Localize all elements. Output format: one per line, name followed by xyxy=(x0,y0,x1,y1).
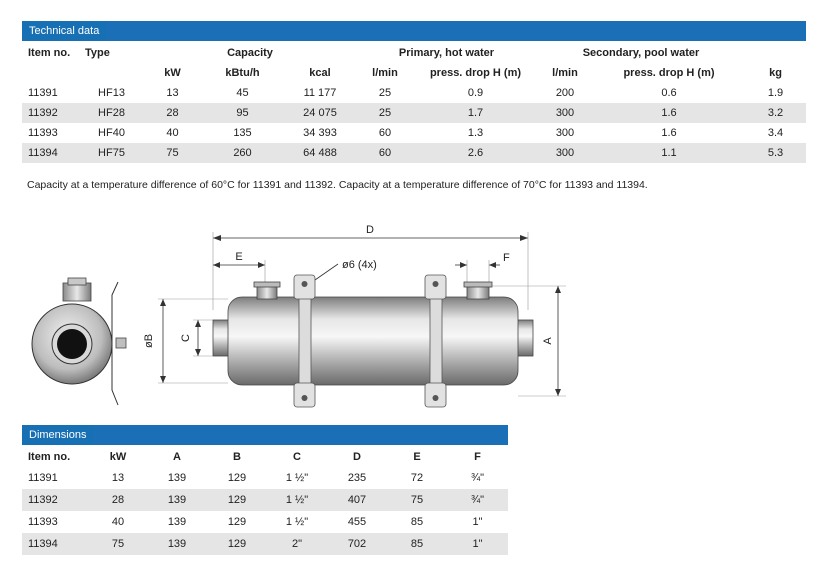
cell: 40 xyxy=(166,127,179,139)
cell: HF40 xyxy=(98,127,125,139)
table-row xyxy=(22,467,508,489)
cell: 129 xyxy=(227,516,247,528)
table-row xyxy=(22,489,508,511)
label-d: D xyxy=(366,224,374,236)
cell: 75 xyxy=(89,533,147,555)
cell: 1" xyxy=(447,533,508,555)
cell: 11391 xyxy=(28,87,58,99)
cell: 1" xyxy=(472,516,483,528)
cell: 75 xyxy=(387,489,447,511)
cell: 2" xyxy=(267,533,327,555)
cell: 25 xyxy=(356,103,414,123)
technical-data-title: Technical data xyxy=(22,21,106,41)
subheader-primary-flow: l/min xyxy=(372,67,398,79)
cell: HF28 xyxy=(79,103,144,123)
cell: 300 xyxy=(537,143,593,163)
header-c: C xyxy=(293,451,301,463)
label-a: A xyxy=(542,337,554,345)
header-capacity: Capacity xyxy=(227,47,273,59)
header-kw: kW xyxy=(109,451,127,463)
cell: 1.6 xyxy=(593,103,745,123)
header-type: Type xyxy=(85,47,110,59)
cell: 1.6 xyxy=(661,127,677,139)
cell: 85 xyxy=(387,533,447,555)
label-holes: ø6 (4x) xyxy=(342,259,377,271)
hole-callout xyxy=(315,259,377,280)
cell: 95 xyxy=(201,103,284,123)
cell: 13 xyxy=(166,87,179,99)
subheader-kcal: kcal xyxy=(309,67,331,79)
table-row xyxy=(22,533,508,555)
header-primary: Primary, hot water xyxy=(398,47,495,59)
dimensions-title: Dimensions xyxy=(22,425,93,445)
cell: HF13 xyxy=(98,87,125,99)
cell: 139 xyxy=(167,516,187,528)
cell: 11393 xyxy=(28,516,58,528)
cell: 11391 xyxy=(28,472,58,484)
header-item-no: Item no. xyxy=(28,47,71,59)
header-item-no: Item no. xyxy=(28,451,71,463)
header-secondary: Secondary, pool water xyxy=(582,47,700,59)
dimensions-header-row xyxy=(22,447,508,467)
cell: 235 xyxy=(347,472,367,484)
header-b: B xyxy=(233,451,241,463)
subheader-kbtu: kBtu/h xyxy=(225,67,260,79)
heat-exchanger-body xyxy=(213,275,533,407)
cell: 129 xyxy=(227,472,247,484)
technical-data-table xyxy=(22,43,806,163)
cell: 11394 xyxy=(22,533,89,555)
table-row xyxy=(22,143,806,163)
label-f: F xyxy=(503,252,510,264)
cell: ¾" xyxy=(447,489,508,511)
cell: 200 xyxy=(555,87,575,99)
cell: 139 xyxy=(147,533,207,555)
cell: 34 393 xyxy=(303,127,337,139)
subheader-primary-drop: press. drop H (m) xyxy=(429,67,522,79)
cell: 1.9 xyxy=(767,87,784,99)
dimensions-bar xyxy=(22,425,508,445)
cell: 139 xyxy=(167,472,187,484)
cell: 11392 xyxy=(22,489,89,511)
header-a: A xyxy=(173,451,181,463)
cell: 28 xyxy=(144,103,201,123)
cell: 1.1 xyxy=(593,143,745,163)
cell: 64 488 xyxy=(284,143,356,163)
capacity-note: Capacity at a temperature difference of 60°C for 11391 and 11392. Capacity at a temperature difference of 70°C for 11393 and 11394. xyxy=(27,179,648,191)
label-c: C xyxy=(180,334,192,342)
heat-exchanger-drawing xyxy=(0,220,822,415)
cell: 407 xyxy=(327,489,387,511)
cell: 260 xyxy=(201,143,284,163)
cell: 1 ½" xyxy=(285,472,309,484)
cell: 11392 xyxy=(22,103,79,123)
technical-header-row xyxy=(22,43,806,63)
cell: 72 xyxy=(410,472,424,484)
cell: 0.9 xyxy=(467,87,484,99)
label-b: øB xyxy=(143,333,155,349)
table-row xyxy=(22,511,508,533)
cell: 75 xyxy=(144,143,201,163)
cell: 300 xyxy=(555,127,575,139)
cell: 1.7 xyxy=(414,103,537,123)
cell: 85 xyxy=(410,516,424,528)
cell: 1 ½" xyxy=(267,489,327,511)
cell: 129 xyxy=(207,489,267,511)
subheader-kw: kW xyxy=(164,67,181,79)
cell: 45 xyxy=(236,87,249,99)
cell: 139 xyxy=(147,489,207,511)
subheader-secondary-drop: press. drop H (m) xyxy=(623,67,715,79)
cell: 13 xyxy=(111,472,125,484)
cell: 40 xyxy=(111,516,125,528)
cell: 702 xyxy=(327,533,387,555)
cell: 25 xyxy=(378,87,392,99)
cell: 5.3 xyxy=(745,143,806,163)
cell: 455 xyxy=(347,516,367,528)
cell: 1.3 xyxy=(467,127,484,139)
subheader-weight: kg xyxy=(769,67,782,79)
table-row xyxy=(22,123,806,143)
header-d: D xyxy=(353,451,361,463)
subheader-secondary-flow: l/min xyxy=(552,67,578,79)
cell: 1 ½" xyxy=(285,516,309,528)
cell: 11393 xyxy=(28,127,58,139)
cell: 11394 xyxy=(22,143,79,163)
dimension-c xyxy=(180,320,213,356)
cell: 60 xyxy=(356,143,414,163)
table-row xyxy=(22,83,806,103)
cell: 2.6 xyxy=(414,143,537,163)
cell: 300 xyxy=(537,103,593,123)
cell: 60 xyxy=(378,127,392,139)
header-e: E xyxy=(413,451,421,463)
end-view xyxy=(32,278,126,405)
cell: 11 177 xyxy=(303,87,337,99)
table-row xyxy=(22,103,806,123)
technical-subheader-row xyxy=(22,63,806,83)
cell: 3.2 xyxy=(745,103,806,123)
label-e: E xyxy=(235,251,243,263)
cell: 24 075 xyxy=(284,103,356,123)
cell: 28 xyxy=(89,489,147,511)
header-f: F xyxy=(474,451,481,463)
cell: 3.4 xyxy=(767,127,784,139)
dimensions-table xyxy=(22,447,508,555)
cell: HF75 xyxy=(79,143,144,163)
cell: ¾" xyxy=(470,472,485,484)
cell: 0.6 xyxy=(661,87,677,99)
technical-data-bar xyxy=(22,21,806,41)
cell: 129 xyxy=(207,533,267,555)
cell: 135 xyxy=(233,127,252,139)
